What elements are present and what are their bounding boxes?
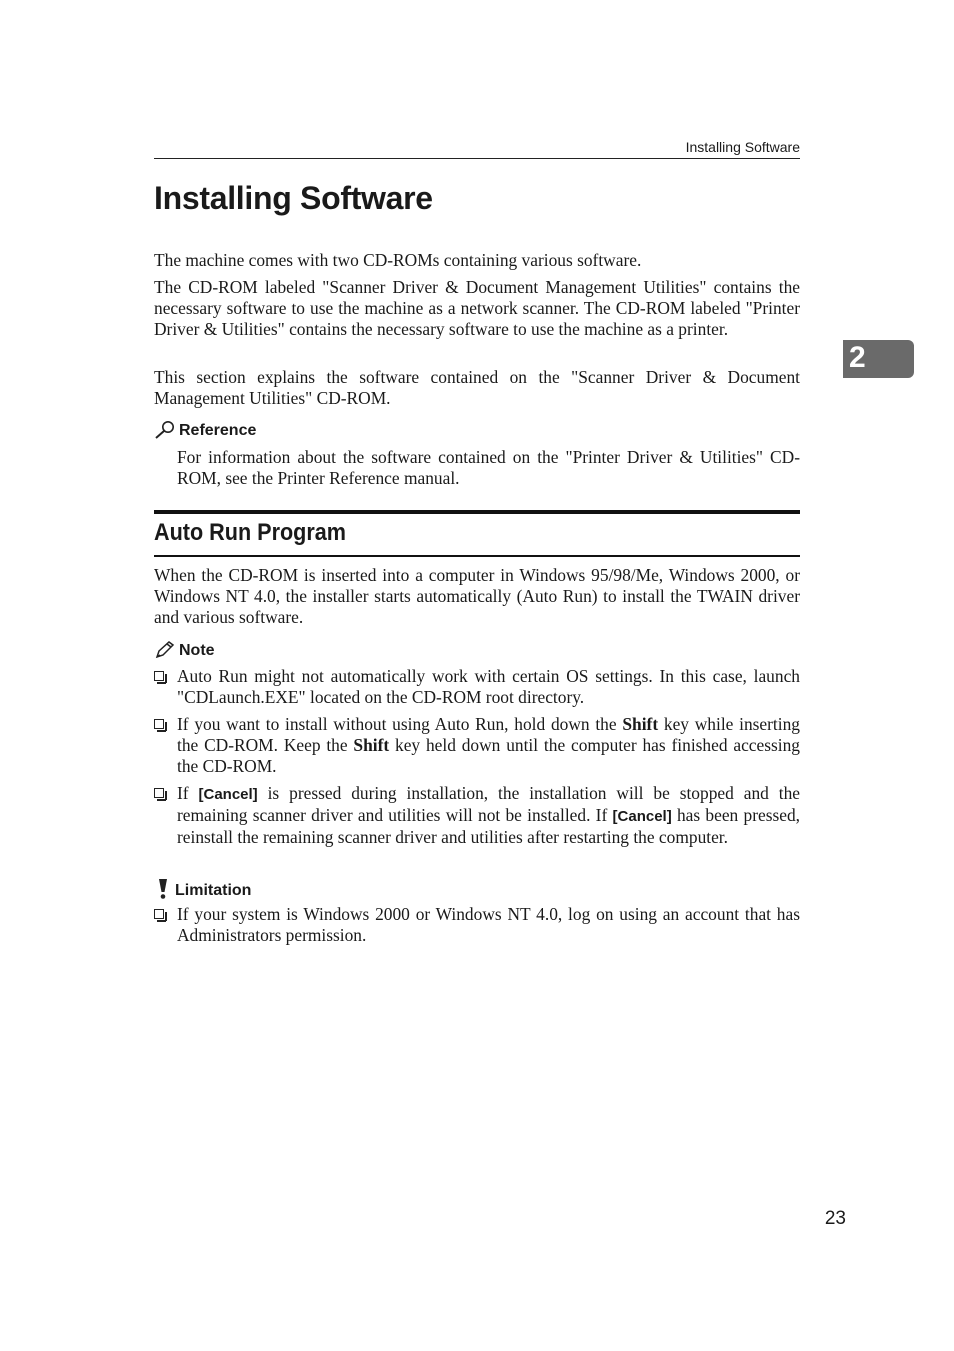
section-body: When the CD-ROM is inserted into a computer in Windows 95/98/Me, Windows 2000, or Windows NT 4.0, the installer starts automatically (Auto Run) to install the TWAIN driver and various software.	[154, 565, 800, 627]
intro-paragraph-3: This section explains the software contained on the "Scanner Driver & Document Management Utilities" CD-ROM.	[154, 367, 800, 408]
section-rule-top	[154, 510, 800, 514]
checkbox-bullet-icon	[154, 909, 164, 919]
note-item-3	[154, 783, 800, 848]
reference-label	[154, 420, 256, 440]
note-label	[154, 640, 215, 660]
checkbox-bullet-icon	[154, 719, 164, 729]
checkbox-bullet-icon	[154, 671, 164, 681]
reference-text: For information about the software contained on the "Printer Driver & Utilities" CD-ROM, see the Printer Reference manual.	[177, 447, 800, 488]
shift-key-label: Shift	[622, 714, 659, 734]
running-header: Installing Software	[685, 139, 800, 155]
chapter-tab	[843, 340, 914, 378]
note-text-part: key while inserting the CD-ROM. Keep the	[177, 714, 800, 755]
limitation-label-text: Limitation	[175, 882, 252, 899]
note-label-text: Note	[179, 642, 215, 659]
checkbox-bullet-icon	[154, 788, 164, 798]
magnifier-icon	[154, 420, 176, 440]
note-text-part: is pressed during installation, the installation will be stopped and the remaining scanner driver and utilities will not be installed. If	[177, 783, 800, 825]
note-item-text	[177, 783, 800, 848]
header-rule	[154, 158, 800, 159]
exclamation-icon	[154, 878, 172, 900]
intro-paragraph-2: The CD-ROM labeled "Scanner Driver & Document Management Utilities" contains the necessary software to use the machine as a network scanner. The CD-ROM labeled "Printer Driver & Utilities" contains the necessary software to use the machine as a printer.	[154, 277, 800, 339]
cancel-key-label: [Cancel]	[612, 808, 672, 825]
chapter-number: 2	[849, 341, 866, 374]
note-text-part: key held down until the computer has finished accessing the CD-ROM.	[177, 735, 800, 776]
shift-key-label: Shift	[353, 735, 390, 755]
cancel-key-label: [Cancel]	[198, 786, 258, 803]
section-rule-bottom	[154, 555, 800, 557]
limitation-item-text: If your system is Windows 2000 or Windows NT 4.0, log on using an account that has Administrators permission.	[177, 904, 800, 945]
pencil-icon	[154, 640, 176, 660]
limitation-item-1	[154, 904, 800, 946]
note-text-part: If you want to install without using Auto Run, hold down the	[177, 714, 623, 734]
note-item-text: Auto Run might not automatically work with certain OS settings. In this case, launch "CDLaunch.EXE" located on the CD-ROM root directory.	[177, 666, 800, 707]
note-text-part: has been pressed, reinstall the remaining scanner driver and utilities after restarting the computer.	[177, 805, 801, 847]
reference-label-text: Reference	[179, 422, 257, 439]
section-heading: Auto Run Program	[154, 519, 346, 546]
note-item-text	[177, 714, 800, 777]
limitation-label	[154, 878, 251, 900]
note-item-2	[154, 714, 800, 777]
page-number: 23	[824, 1208, 846, 1229]
page-title: Installing Software	[154, 180, 433, 216]
intro-paragraph-1: The machine comes with two CD-ROMs containing various software.	[154, 250, 642, 270]
note-item-1	[154, 666, 800, 708]
note-text-part: If	[177, 783, 199, 803]
